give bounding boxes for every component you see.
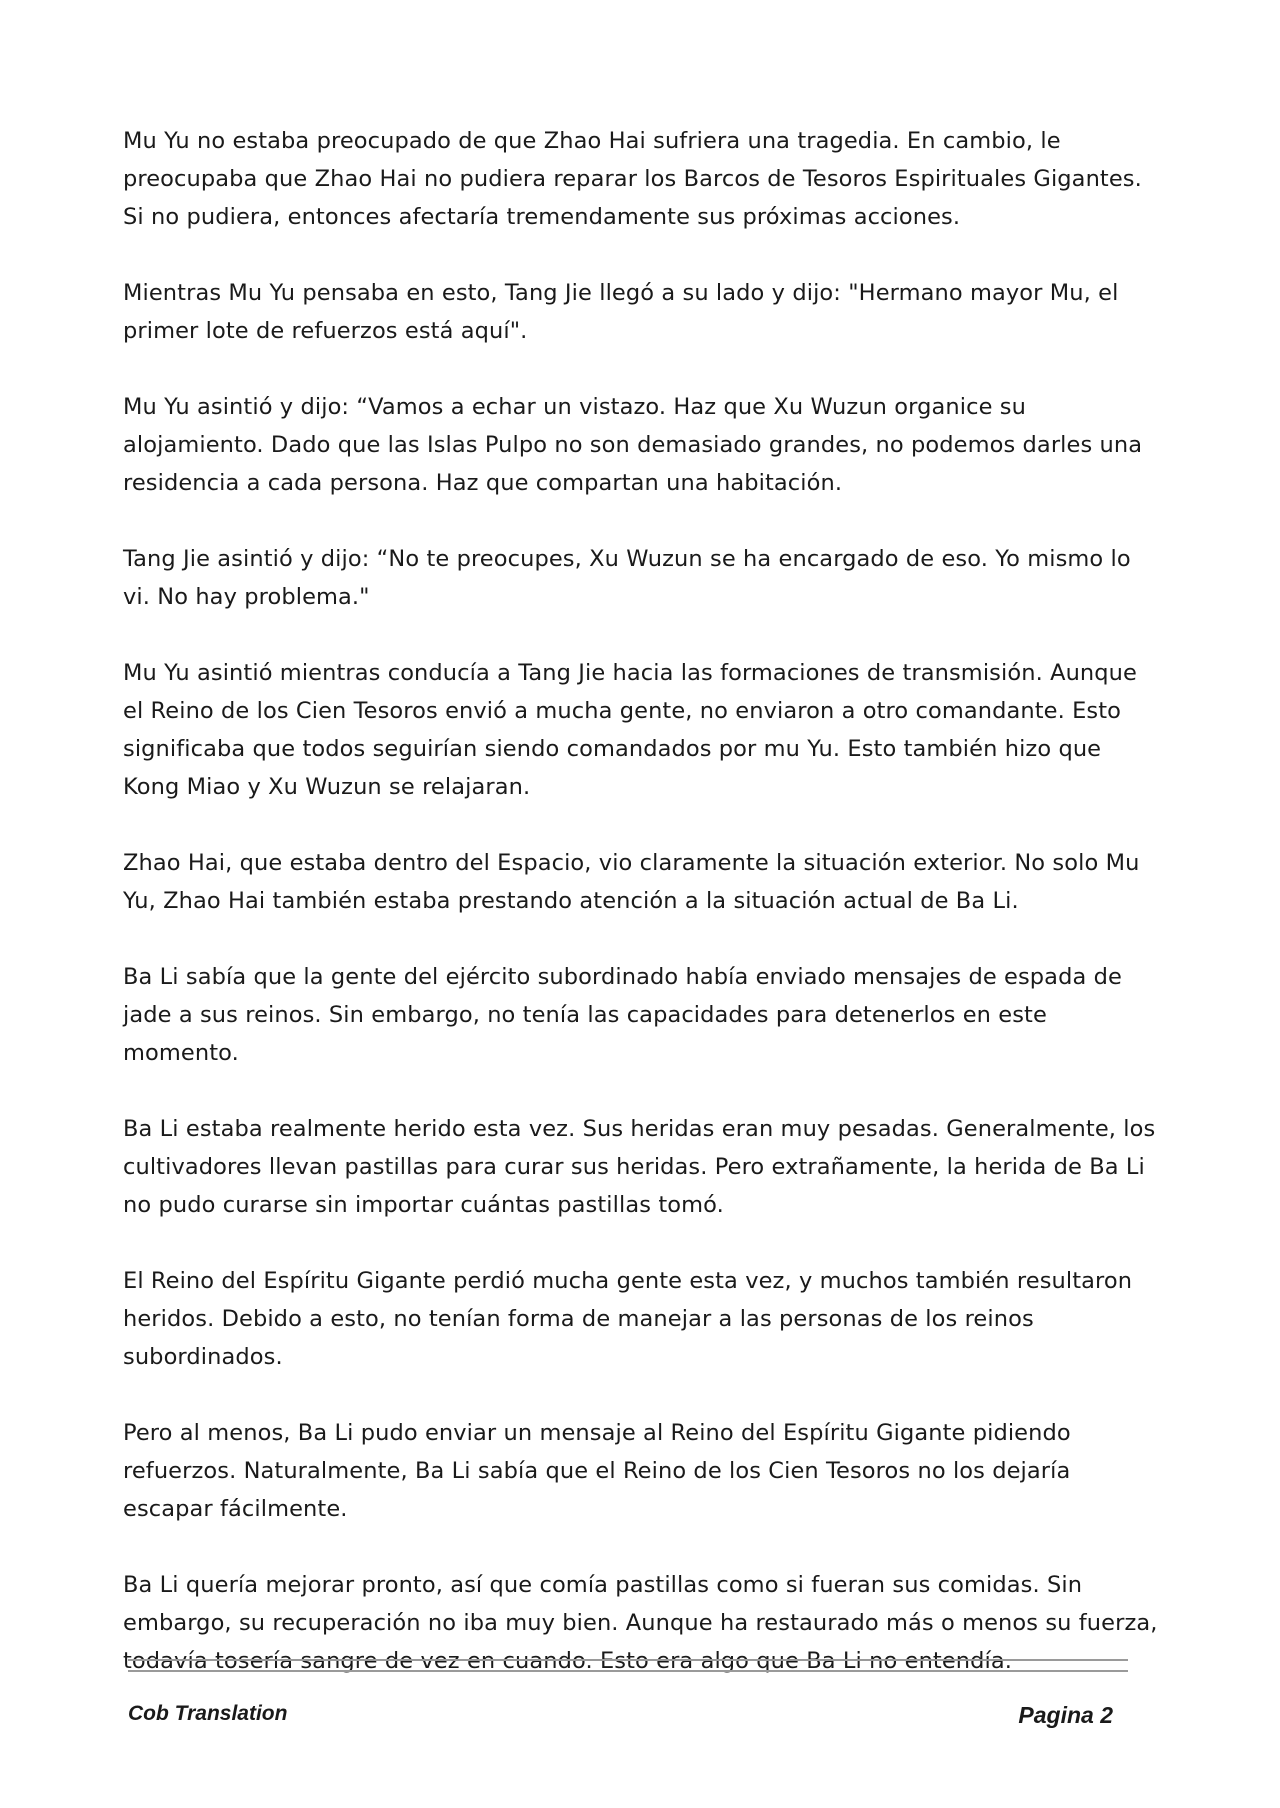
- paragraph: Pero al menos, Ba Li pudo enviar un mensaje al Reino del Espíritu Gigante pidiendo refuerzos. Naturalmente, Ba Li sabía que el Reino de los Cien Tesoros no los dejaría escapar fácilmente.: [123, 1420, 1071, 1522]
- body-text: [123, 122, 1163, 1718]
- paragraph: Ba Li sabía que la gente del ejército subordinado había enviado mensajes de espada de jade a sus reinos. Sin embargo, no tenía las capacidades para detenerlos en este momento.: [123, 964, 1122, 1066]
- paragraph: Mu Yu asintió y dijo: “Vamos a echar un vistazo. Haz que Xu Wuzun organice su alojamiento. Dado que las Islas Pulpo no son demasiado grandes, no podemos darles una residencia a cada persona. Haz que compartan una habitación.: [123, 394, 1143, 496]
- footer-divider-bottom: [128, 1670, 1128, 1672]
- footer-divider-top: [128, 1659, 1128, 1661]
- paragraph: Mu Yu no estaba preocupado de que Zhao Hai sufriera una tragedia. En cambio, le preocupaba que Zhao Hai no pudiera reparar los Barcos de Tesoros Espirituales Gigantes. Si no pudiera, entonces afectaría tremendamente sus próximas acciones.: [123, 128, 1142, 230]
- paragraph: Zhao Hai, que estaba dentro del Espacio, vio claramente la situación exterior. No solo Mu Yu, Zhao Hai también estaba prestando atención a la situación actual de Ba Li.: [123, 850, 1140, 914]
- paragraph: Mientras Mu Yu pensaba en esto, Tang Jie llegó a su lado y dijo: "Hermano mayor Mu, el primer lote de refuerzos está aquí".: [123, 280, 1119, 344]
- paragraph: Ba Li estaba realmente herido esta vez. Sus heridas eran muy pesadas. Generalmente, los cultivadores llevan pastillas para curar sus heridas. Pero extrañamente, la herida de Ba Li no pudo curarse sin importar cuántas pastillas tomó.: [123, 1116, 1156, 1218]
- paragraph: Ba Li quería mejorar pronto, así que comía pastillas como si fueran sus comidas. Sin embargo, su recuperación no iba muy bien. Aunque ha restaurado más o menos su fuerza, todavía tosería sangre de vez en cuando. Esto era algo que Ba Li no entendía.: [123, 1572, 1158, 1674]
- paragraph: Mu Yu asintió mientras conducía a Tang Jie hacia las formaciones de transmisión. Aunque el Reino de los Cien Tesoros envió a mucha gente, no enviaron a otro comandante. Esto significaba que todos seguirían siendo comandados por mu Yu. Esto también hizo que Kong Miao y Xu Wuzun se relajaran.: [123, 660, 1137, 800]
- paragraph: El Reino del Espíritu Gigante perdió mucha gente esta vez, y muchos también resultaron heridos. Debido a esto, no tenían forma de manejar a las personas de los reinos subordinados.: [123, 1268, 1133, 1370]
- footer-translator-credit: Cob Translation: [128, 1702, 288, 1725]
- paragraph: Tang Jie asintió y dijo: “No te preocupes, Xu Wuzun se ha encargado de eso. Yo mismo lo vi. No hay problema.": [123, 546, 1131, 610]
- footer-page-number: Pagina 2: [1018, 1702, 1113, 1728]
